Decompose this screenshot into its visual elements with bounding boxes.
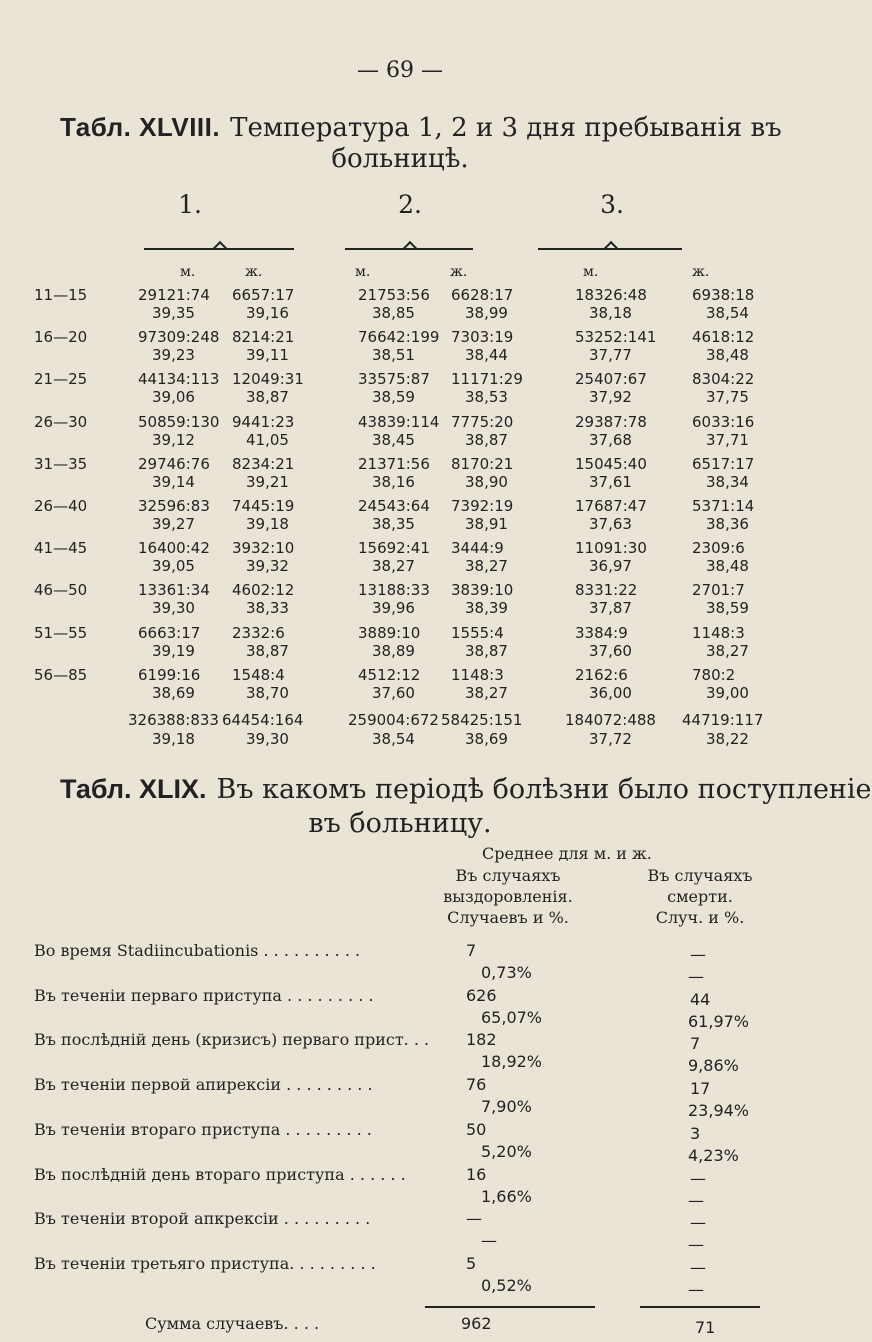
death-percent: —	[688, 967, 704, 986]
temp-cell: 38,48	[706, 346, 749, 364]
count-cell: 11091:30	[575, 539, 647, 557]
recovery-percent: 0,73%	[481, 963, 532, 982]
age-range-label: 41—45	[34, 539, 88, 557]
temp-cell: 38,91	[465, 515, 508, 533]
death-count: —	[690, 1169, 706, 1188]
temp-cell: 37,71	[706, 431, 749, 449]
temp-cell: 37,92	[589, 388, 632, 406]
count-cell: 1148:3	[692, 624, 745, 642]
count-cell: 8234:21	[232, 455, 295, 473]
sum-rule-recovery	[425, 1306, 595, 1308]
recovery-count: 5	[466, 1254, 477, 1273]
count-cell: 6628:17	[451, 286, 514, 304]
total-count-cell: 44719:117	[682, 711, 764, 729]
table49-title-line1: Въ какомъ періодѣ болѣзни было поступленіе	[216, 774, 872, 805]
count-cell: 1555:4	[451, 624, 504, 642]
age-range-label: 21—25	[34, 370, 88, 388]
total-count-cell: 326388:833	[128, 711, 219, 729]
recovery-percent: 1,66%	[481, 1187, 532, 1206]
count-cell: 13188:33	[358, 581, 430, 599]
count-cell: 3444:9	[451, 539, 504, 557]
col-death-header-1: Въ случаяхъ	[647, 866, 753, 885]
count-cell: 32596:83	[138, 497, 210, 515]
total-temp-cell: 38,69	[465, 730, 508, 748]
hospital-1-header: 1.	[178, 190, 202, 219]
temp-cell: 39,27	[152, 515, 195, 533]
death-count: 3	[690, 1124, 701, 1143]
count-cell: 2162:6	[575, 666, 628, 684]
table49-label: Табл. XLIX.	[60, 774, 207, 804]
count-cell: 3889:10	[358, 624, 421, 642]
temp-cell: 38,18	[589, 304, 632, 322]
total-temp-cell: 39,18	[152, 730, 195, 748]
temp-cell: 37,75	[706, 388, 749, 406]
age-range-label: 26—40	[34, 497, 88, 515]
period-row-label: Во время Stadiincubationis . . . . . . . . . .	[34, 941, 361, 960]
temp-cell: 38,53	[465, 388, 508, 406]
death-percent: 61,97%	[688, 1012, 750, 1031]
death-percent: 9,86%	[688, 1056, 739, 1075]
table48-title-line1: Температура 1, 2 и 3 дня пребыванія въ	[230, 113, 782, 143]
count-cell: 4618:12	[692, 328, 755, 346]
temp-cell: 37,77	[589, 346, 632, 364]
count-cell: 9441:23	[232, 413, 295, 431]
table48-label: Табл. XLVIII.	[60, 112, 221, 142]
age-range-label: 31—35	[34, 455, 88, 473]
count-cell: 18326:48	[575, 286, 647, 304]
recovery-percent: 65,07%	[481, 1008, 543, 1027]
temp-cell: 39,14	[152, 473, 195, 491]
count-cell: 8170:21	[451, 455, 514, 473]
count-cell: 5371:14	[692, 497, 755, 515]
count-cell: 43839:114	[358, 413, 440, 431]
temp-cell: 38,45	[372, 431, 415, 449]
temp-cell: 38,27	[465, 684, 508, 702]
count-cell: 15692:41	[358, 539, 430, 557]
sex-header-1: м.	[180, 264, 196, 280]
age-range-label: 26—30	[34, 413, 88, 431]
count-cell: 29746:76	[138, 455, 210, 473]
count-cell: 6657:17	[232, 286, 295, 304]
temp-cell: 39,18	[246, 515, 289, 533]
total-count-cell: 58425:151	[441, 711, 523, 729]
count-cell: 76642:199	[358, 328, 440, 346]
temp-cell: 38,35	[372, 515, 415, 533]
total-temp-cell: 39,30	[246, 730, 289, 748]
count-cell: 3384:9	[575, 624, 628, 642]
temp-cell: 38,27	[372, 557, 415, 575]
count-cell: 21753:56	[358, 286, 430, 304]
period-row-label: Въ послѣдній день (кризисъ) перваго прист. . .	[34, 1030, 430, 1049]
death-count: 17	[690, 1079, 711, 1098]
temp-cell: 39,30	[152, 599, 195, 617]
temp-cell: 38,36	[706, 515, 749, 533]
count-cell: 6517:17	[692, 455, 755, 473]
table48-title-line2: больницѣ.	[331, 144, 469, 174]
temp-cell: 38,87	[246, 388, 289, 406]
temp-cell: 39,00	[706, 684, 749, 702]
hospital-3-brace	[538, 248, 682, 258]
temp-cell: 38,51	[372, 346, 415, 364]
temp-cell: 39,23	[152, 346, 195, 364]
recovery-count: —	[466, 1209, 482, 1228]
temp-cell: 37,68	[589, 431, 632, 449]
count-cell: 4602:12	[232, 581, 295, 599]
temp-cell: 38,87	[465, 431, 508, 449]
temp-cell: 38,87	[465, 642, 508, 660]
col-recovery-header-3: Случаевъ и %.	[447, 908, 569, 927]
temp-cell: 37,87	[589, 599, 632, 617]
recovery-count: 76	[466, 1075, 487, 1094]
count-cell: 2332:6	[232, 624, 285, 642]
recovery-count: 16	[466, 1165, 487, 1184]
temp-cell: 39,19	[152, 642, 195, 660]
count-cell: 1148:3	[451, 666, 504, 684]
sum-label: Сумма случаевъ. . . .	[145, 1314, 320, 1333]
count-cell: 6938:18	[692, 286, 755, 304]
sum-rule-death	[640, 1306, 760, 1308]
age-range-label: 51—55	[34, 624, 88, 642]
temp-cell: 38,33	[246, 599, 289, 617]
count-cell: 25407:67	[575, 370, 647, 388]
count-cell: 3932:10	[232, 539, 295, 557]
temp-cell: 39,05	[152, 557, 195, 575]
col-death-header-3: Случ. и %.	[655, 908, 745, 927]
temp-cell: 39,11	[246, 346, 289, 364]
death-count: —	[690, 1213, 706, 1232]
age-range-label: 56—85	[34, 666, 88, 684]
death-percent: —	[688, 1235, 704, 1254]
temp-cell: 38,27	[706, 642, 749, 660]
sex-header-5: м.	[583, 264, 599, 280]
recovery-count: 626	[466, 986, 497, 1005]
total-count-cell: 64454:164	[222, 711, 304, 729]
temp-cell: 38,99	[465, 304, 508, 322]
death-percent: 4,23%	[688, 1146, 739, 1165]
count-cell: 33575:87	[358, 370, 430, 388]
count-cell: 16400:42	[138, 539, 210, 557]
count-cell: 29387:78	[575, 413, 647, 431]
sex-header-4: ж.	[450, 264, 468, 280]
count-cell: 8304:22	[692, 370, 755, 388]
hospital-2-brace	[345, 248, 473, 258]
count-cell: 53252:141	[575, 328, 657, 346]
count-cell: 2309:6	[692, 539, 745, 557]
count-cell: 13361:34	[138, 581, 210, 599]
hospital-3-header: 3.	[600, 190, 624, 219]
temp-cell: 38,59	[706, 599, 749, 617]
temp-cell: 39,32	[246, 557, 289, 575]
death-count: —	[690, 945, 706, 964]
temp-cell: 38,89	[372, 642, 415, 660]
count-cell: 24543:64	[358, 497, 430, 515]
col-death-header-2: смерти.	[667, 887, 733, 906]
temp-cell: 41,05	[246, 431, 289, 449]
count-cell: 12049:31	[232, 370, 304, 388]
recovery-percent: —	[481, 1231, 497, 1250]
temp-cell: 38,34	[706, 473, 749, 491]
temp-cell: 37,60	[372, 684, 415, 702]
temp-cell: 38,54	[706, 304, 749, 322]
total-count-cell: 184072:488	[565, 711, 656, 729]
temp-cell: 38,16	[372, 473, 415, 491]
count-cell: 1548:4	[232, 666, 285, 684]
count-cell: 17687:47	[575, 497, 647, 515]
count-cell: 6199:16	[138, 666, 201, 684]
sum-recovery: 962	[461, 1314, 492, 1333]
period-row-label: Въ теченіи втораго приступа . . . . . . . . .	[34, 1120, 372, 1139]
count-cell: 7445:19	[232, 497, 295, 515]
total-temp-cell: 37,72	[589, 730, 632, 748]
temp-cell: 39,21	[246, 473, 289, 491]
recovery-count: 182	[466, 1030, 497, 1049]
count-cell: 15045:40	[575, 455, 647, 473]
page-number: — 69 —	[357, 58, 443, 83]
count-cell: 97309:248	[138, 328, 220, 346]
temp-cell: 37,61	[589, 473, 632, 491]
age-range-label: 46—50	[34, 581, 88, 599]
age-range-label: 11—15	[34, 286, 88, 304]
death-percent: 23,94%	[688, 1101, 750, 1120]
temp-cell: 38,39	[465, 599, 508, 617]
recovery-percent: 5,20%	[481, 1142, 532, 1161]
recovery-percent: 7,90%	[481, 1097, 532, 1116]
period-row-label: Въ теченіи перваго приступа . . . . . . . . .	[34, 986, 374, 1005]
temp-cell: 38,87	[246, 642, 289, 660]
death-count: —	[690, 1258, 706, 1277]
total-temp-cell: 38,54	[372, 730, 415, 748]
col-recovery-header-2: выздоровленія.	[443, 887, 573, 906]
temp-cell: 39,12	[152, 431, 195, 449]
table48-title	[60, 112, 782, 143]
table49-header-top: Среднее для м. и ж.	[482, 844, 652, 863]
count-cell: 29121:74	[138, 286, 210, 304]
count-cell: 44134:113	[138, 370, 220, 388]
temp-cell: 39,35	[152, 304, 195, 322]
temp-cell: 38,85	[372, 304, 415, 322]
temp-cell: 38,59	[372, 388, 415, 406]
temp-cell: 37,60	[589, 642, 632, 660]
temp-cell: 36,97	[589, 557, 632, 575]
temp-cell: 39,96	[372, 599, 415, 617]
sex-header-3: м.	[355, 264, 371, 280]
temp-cell: 38,27	[465, 557, 508, 575]
period-row-label: Въ теченіи первой апирексіи . . . . . . . . .	[34, 1075, 373, 1094]
count-cell: 21371:56	[358, 455, 430, 473]
recovery-count: 7	[466, 941, 477, 960]
count-cell: 6663:17	[138, 624, 201, 642]
temp-cell: 39,16	[246, 304, 289, 322]
death-percent: —	[688, 1280, 704, 1299]
col-recovery-header-1: Въ случаяхъ	[455, 866, 561, 885]
count-cell: 3839:10	[451, 581, 514, 599]
count-cell: 2701:7	[692, 581, 745, 599]
count-cell: 7392:19	[451, 497, 514, 515]
temp-cell: 39,06	[152, 388, 195, 406]
hospital-2-header: 2.	[398, 190, 422, 219]
period-row-label: Въ послѣдній день втораго приступа . . . . . .	[34, 1165, 406, 1184]
temp-cell: 38,48	[706, 557, 749, 575]
period-row-label: Въ теченіи третьяго приступа. . . . . . . . .	[34, 1254, 376, 1273]
count-cell: 8214:21	[232, 328, 295, 346]
sum-death: 71	[695, 1318, 716, 1337]
temp-cell: 38,44	[465, 346, 508, 364]
count-cell: 50859:130	[138, 413, 220, 431]
count-cell: 780:2	[692, 666, 736, 684]
count-cell: 8331:22	[575, 581, 638, 599]
temp-cell: 38,69	[152, 684, 195, 702]
count-cell: 6033:16	[692, 413, 755, 431]
count-cell: 7303:19	[451, 328, 514, 346]
recovery-percent: 18,92%	[481, 1052, 543, 1071]
count-cell: 11171:29	[451, 370, 523, 388]
count-cell: 4512:12	[358, 666, 421, 684]
table49-title	[60, 774, 872, 805]
period-row-label: Въ теченіи второй апкрексіи . . . . . . . . .	[34, 1209, 371, 1228]
age-range-label: 16—20	[34, 328, 88, 346]
death-percent: —	[688, 1191, 704, 1210]
total-temp-cell: 38,22	[706, 730, 749, 748]
temp-cell: 38,90	[465, 473, 508, 491]
temp-cell: 36,00	[589, 684, 632, 702]
count-cell: 7775:20	[451, 413, 514, 431]
death-count: 44	[690, 990, 711, 1009]
sex-header-6: ж.	[692, 264, 710, 280]
total-count-cell: 259004:672	[348, 711, 439, 729]
sex-header-2: ж.	[245, 264, 263, 280]
death-count: 7	[690, 1034, 701, 1053]
table49-title-line2: въ больницу.	[308, 808, 492, 839]
hospital-1-brace	[144, 248, 294, 258]
recovery-count: 50	[466, 1120, 487, 1139]
temp-cell: 37,63	[589, 515, 632, 533]
recovery-percent: 0,52%	[481, 1276, 532, 1295]
temp-cell: 38,70	[246, 684, 289, 702]
